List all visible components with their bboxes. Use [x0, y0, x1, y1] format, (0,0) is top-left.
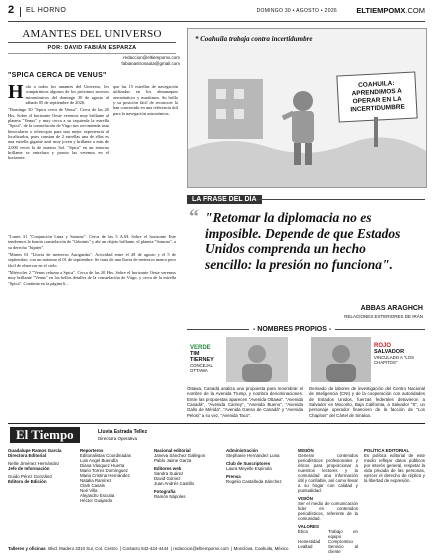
masthead-line: Jefe de Información — [8, 466, 50, 471]
vision-text: Ser el medio de comunicación líder en contenidos periodísticos, referente de la comunidad. — [298, 501, 358, 521]
banner-rule — [257, 199, 425, 200]
masthead-line: Stephanie Hernández Luna — [226, 453, 280, 458]
masthead-director-role: Directora Operativa — [98, 436, 138, 441]
masthead-line: Guido Pérez González — [8, 474, 53, 479]
contact-phone[interactable]: Contacto 842-424-4444 — [122, 546, 169, 551]
vision-head: VISIÓN — [298, 496, 313, 501]
green-card — [190, 345, 224, 373]
author-emails — [70, 55, 180, 67]
masthead-line: Héctor Guajardo — [80, 498, 113, 503]
paragraph — [8, 81, 109, 106]
masthead-line: Diana Vásquez Huerta — [80, 463, 125, 468]
column-text-left — [8, 81, 109, 163]
masthead-line: Clark Casals — [80, 483, 105, 488]
author-rule — [8, 53, 176, 54]
masthead-line: Ramón Nápoles — [154, 494, 186, 499]
header-divider — [20, 7, 21, 17]
phrase-label: LA FRASE DEL DÍA — [187, 195, 262, 204]
masthead-line: Luis Angel Buendía — [80, 458, 118, 463]
column-author: POR: DAVID FABIÁN ESPARZA — [47, 45, 137, 51]
masthead-line: Es política editorial de este medio reflejar datos públicos por interés general, respetar la vida privada de las personas, ejercer el derecho de réplica y la libertad de expresión. — [364, 453, 425, 483]
green-name: TIM TIERNEY — [190, 351, 214, 363]
value-item: Lealtad — [298, 544, 313, 549]
masthead-line: Editora de Edición — [8, 479, 47, 484]
masthead-col — [364, 448, 425, 483]
masthead-line: Natalia Ramírez — [80, 478, 112, 483]
masthead-col-head: MISIÓN — [298, 448, 314, 453]
quote-author: ABBAS ARAGHCH — [360, 305, 423, 312]
red-story: Derivado de labores de investigación del Centro Nacional de Inteligencia (CNI) y de la cooperación con autoridades de Estados Unidos, fuerzas federales detuvieron a Salvador en Mocorito, Baja California, a Salvador "S", un personaje operador financiero de la facción de "Los Chapitos" del Cártel de Sinaloa. — [309, 386, 425, 418]
masthead-col-head: Reporteros — [80, 448, 104, 453]
paragraph: "Lunes 31 "Conjunción Luna y Saturno". Cerca de las 5 A.M. Sobre el horizonte Este tendremos la bonita constelación de "Géminis" y ahí un objeto brillante, el planeta "Saturno", a su derecha "Júpiter". — [8, 234, 176, 250]
masthead-col — [154, 448, 222, 499]
footer-contact: Talleres y oficinas Blvd. Madero 3310 Sur, Col. Centro | Contacto 842-424-4444 | redaccion@eltiempomx.com | Monclova, Coahuila, México — [8, 546, 289, 551]
quote-author-role: RELACIONES EXTERIORES DE IRÁN — [344, 314, 423, 319]
masthead-line: Maria Cristina Hernández — [80, 473, 130, 478]
masthead-col-head: Nacional editorial — [154, 448, 191, 453]
brand-light: .COM — [405, 6, 425, 15]
contact-label: Talleres y oficinas — [8, 546, 46, 551]
masthead-line: Editores web — [154, 466, 182, 471]
masthead-director: Lluvia Estrada Tellez — [98, 429, 148, 435]
header-rule — [8, 21, 425, 22]
editorial-cartoon — [187, 28, 427, 188]
masthead-col — [8, 448, 73, 484]
brand-bold: ELTIEMPOMX — [356, 6, 406, 15]
masthead-col-head: Administración — [226, 448, 258, 453]
brand-name — [356, 6, 425, 15]
masthead-line: Generar contenidos periodísticos profesionales y éticos para proporcionar a nuestros lectores y la comunidad una información útil y confiable, así como llevar a su hogar con calidad y puntualidad. — [298, 453, 358, 493]
paragraph: "Martes 01 "Lluvia de meteoros Auriguidas". Actividad entre el 28 de agosto y el 5 de septiembre, con un máximo el 01 de septiembre. Se trata de una lluvia de meteoros menor pero fácil de observar en el cielo. — [8, 252, 176, 268]
red-tag: ROJO — [374, 343, 392, 349]
paragraph-text: ola a todos los amantes del Universo, les compartimos algunos de los próximos sucesos astronómicos del domingo 30 de agosto al sábado 05 de septiembre de 2026. — [25, 84, 109, 106]
value-item: Compromiso — [328, 539, 353, 544]
email-1[interactable]: redaccion@eltiempomx.com — [123, 55, 180, 60]
masthead-line: Sandra Suárez — [154, 471, 184, 476]
page-number: 2 — [8, 4, 15, 16]
masthead-col — [80, 448, 150, 503]
masthead-line: Mario Torres Domínguez — [80, 468, 128, 473]
masthead-line: Noé Villa — [80, 488, 98, 493]
column-text-right — [113, 84, 178, 118]
quote-text: "Retomar la diplomacia no es imposible. Depende de que Estados Unidos comprenda un hecho sencillo: la presión no funciona". — [205, 210, 401, 272]
values-head: VALORES — [298, 524, 319, 529]
red-photo — [311, 337, 371, 382]
value-item: Trabajo en equipo — [328, 529, 358, 539]
cartoon-caption: * Coahuila trabaja contra incertidumbre — [195, 35, 313, 43]
masthead-line: Juan Andrés Castillo — [154, 481, 195, 486]
green-tag: VERDE — [190, 345, 211, 351]
paragraph: "Domingo 30 "Spica cerca de Venus". Cerca de las 20 Hrs. Sobre el horizonte Oeste veremos muy brillante al planeta "Venus" y muy cerca a su izquierda la estrella "Spica", de la constelación de Virgo nos recomienda usar binoculares o telescopio para una mejor experiencia al localizarlos, pues constan de 2 estrellas una de ellas es una estrella gigante azul muy joven y brillante a más de 2,000 veces la de nuestro Sol. "Spica" en un entorno brillante se entrelaza y pronto las veremos en el horizonte. — [8, 107, 109, 161]
footer-rule — [8, 423, 425, 424]
green-photo — [226, 337, 288, 382]
red-role: VINCULADO A "LOS CHAPITOS" — [374, 355, 414, 365]
masthead-line: Pablo Jaime Garza — [154, 458, 192, 463]
contact-city: Monclova, Coahuila, México — [233, 546, 289, 551]
masthead-line: Directora Editorial — [8, 453, 47, 458]
masthead-line: Alejandro Escutia — [80, 493, 115, 498]
phrase-of-day-banner — [187, 195, 425, 204]
page-header — [8, 6, 425, 20]
masthead-line: Laura Meyelle Espinola — [226, 466, 272, 471]
names-label: - NOMBRES PROPIOS - — [249, 325, 335, 334]
masthead-col — [298, 448, 358, 554]
paragraph: que las 15 estrellas de navegación utilizadas en los almanaques aeronáuticos y marítimos. Su brillo y su posición fácil de reconocer la han convertido en una referencia útil para la navegación astronómica. — [113, 84, 178, 116]
masthead-col-head: POLÍTICA EDITORIAL — [364, 448, 410, 453]
masthead-logo: El Tiempo — [10, 427, 80, 443]
contact-email[interactable]: redaccion@eltiempomx.com — [173, 546, 229, 551]
masthead-line: Prensa — [226, 474, 241, 479]
masthead-line: Club de Suscriptores — [226, 461, 271, 466]
quote-mark-icon: “ — [189, 206, 199, 228]
value-item: Servicio al cliente — [328, 544, 358, 554]
masthead-line: Editorialistas Coordinadas — [80, 453, 132, 458]
contact-address: Blvd. Madero 3310 Sur, Col. Centro — [48, 546, 118, 551]
value-item: Ética — [298, 529, 308, 534]
paragraph: "Miércoles 2 "Venus refuma a Spica". Cerca de las 20 Hrs. Sobre el horizonte Oeste veremos muy brillante "Venus" en los bellos detalles de la constelación de Virgo, y cerca de la estrella "Spica". Continúa en la página 6... — [8, 270, 176, 286]
masthead-line: David Gómez — [154, 476, 181, 481]
cartoon-sign: COAHUILA: APRENDIMOS A OPERAR EN LA INCERTIDUMBRE — [350, 80, 406, 114]
masthead-line: Rogelio Castañeda Sánchez — [226, 479, 282, 484]
column-text-lower — [8, 234, 176, 288]
section-name: EL HORNO — [26, 7, 67, 14]
column-title: AMANTES DEL UNIVERSO — [8, 28, 176, 43]
green-story: Ottawa, Canadá analiza una propuesta para renombrar el nombre de la Avenida Trump, y nombra denominaciones. Entre las propuestas aparecen "Avenida Ottawa", "Avenida Canadá", "Avenida Carney", "Avenida Bueno", "Avenida Gallo de Mérida", "Avenida Ganso de Canadá" y "Avenida Pelosi" a su vez, "Avenida Taco". — [187, 386, 303, 418]
issue-date: DOMINGO 30 • AGOSTO • 2026 — [256, 8, 337, 14]
drop-cap: H — [8, 81, 24, 103]
green-role: CONCEJAL OTTAWA — [190, 363, 213, 373]
names-banner — [187, 325, 425, 334]
masthead-col — [226, 448, 294, 484]
value-item: Honestidad — [298, 539, 321, 544]
masthead-line: Janeva Sánchez Gallegos — [154, 453, 206, 458]
masthead-line: Fotografía — [154, 489, 176, 494]
column-subtitle: "SPICA CERCA DE VENUS" — [8, 72, 107, 79]
masthead-line: Nellie Jiménez Hernández — [8, 461, 60, 466]
masthead-col-head: Guadalupe Ramos García — [8, 448, 62, 453]
email-2[interactable]: fabianastronauta@gmail.com — [121, 61, 180, 66]
red-card — [374, 343, 424, 365]
red-name: SALVADOR — [374, 349, 405, 355]
